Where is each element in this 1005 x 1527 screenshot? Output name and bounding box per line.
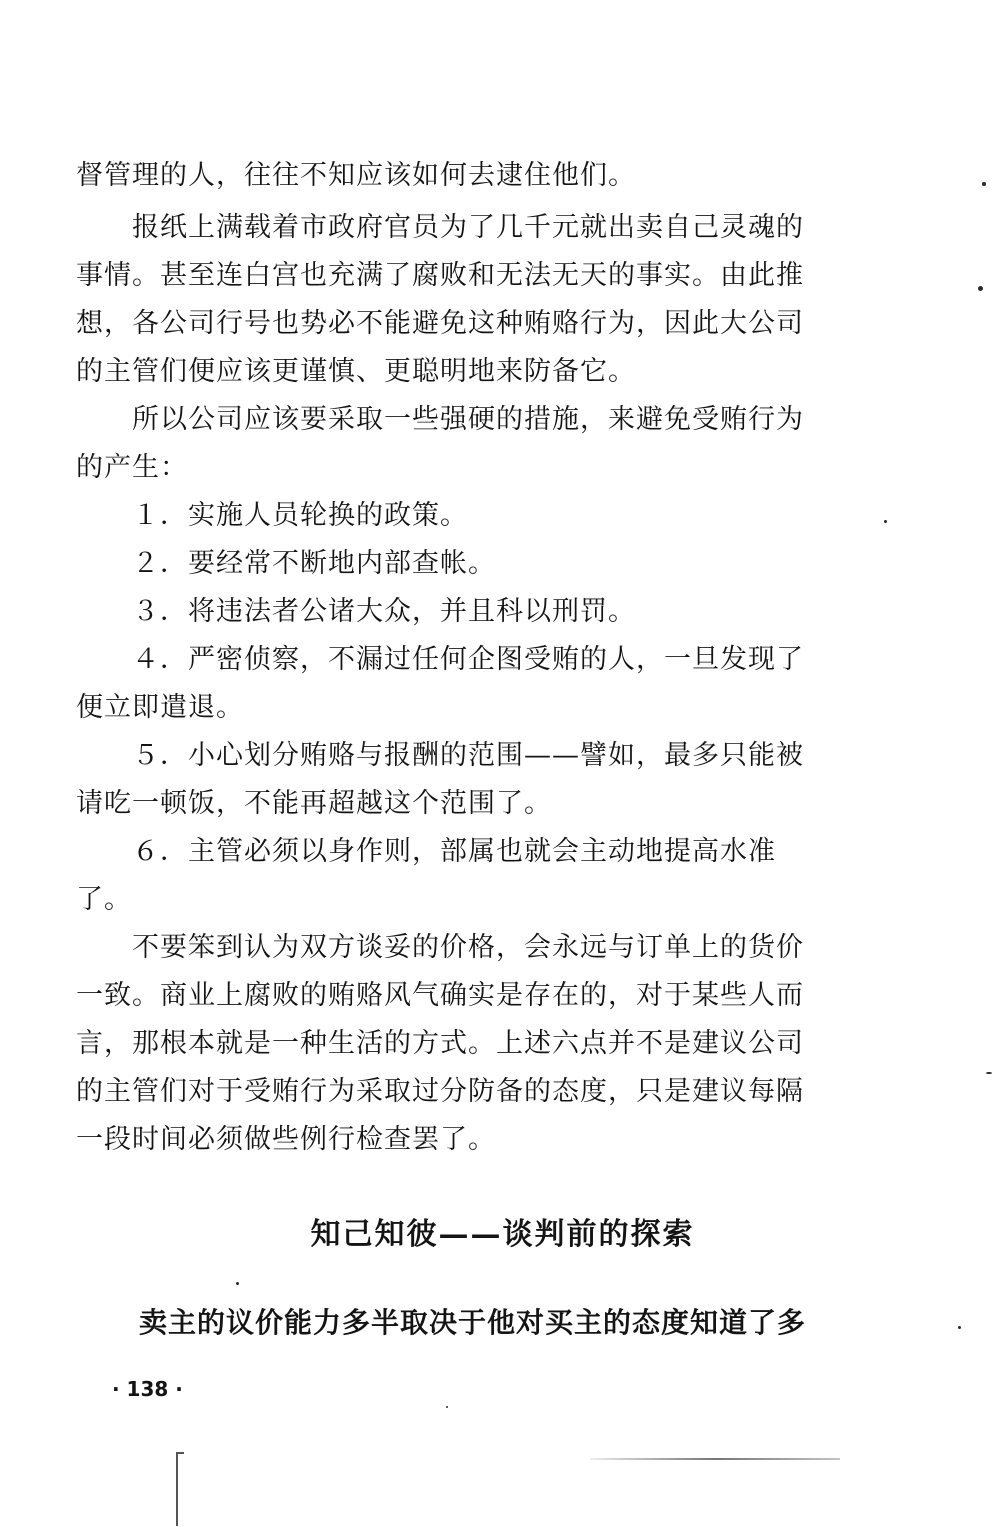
text-line: 想，各公司行号也势必不能避免这种贿赂行为，因此大公司 (76, 308, 804, 339)
text-line: 了。 (76, 884, 132, 915)
scan-speck (982, 182, 986, 186)
scan-speck (236, 1282, 239, 1285)
list-item: ４．严密侦察，不漏过任何企图受贿的人，一旦发现了 (76, 644, 804, 675)
text-line: 一致。商业上腐败的贿赂风气确实是存在的，对于某些人而 (76, 980, 804, 1011)
scan-speck (884, 520, 887, 523)
page-number: · 138 · (112, 1377, 183, 1401)
scan-line (590, 1458, 840, 1460)
text-line: 一段时间必须做些例行检查罢了。 (76, 1124, 496, 1155)
list-item: ２．要经常不断地内部查帐。 (76, 548, 496, 579)
scan-margin-mark (176, 1452, 184, 1526)
text-line: 的主管们便应该更谨慎、更聪明地来防备它。 (76, 356, 636, 387)
list-item: ３．将违法者公诸大众，并且科以刑罚。 (76, 596, 636, 627)
text-line: 的产生： (76, 452, 188, 483)
section-lead-text: 卖主的议价能力多半取决于他对买主的态度知道了多 (139, 1306, 807, 1339)
scan-speck (446, 1406, 448, 1408)
scan-speck (986, 1072, 992, 1074)
list-item: １．实施人员轮换的政策。 (76, 500, 468, 531)
scan-speck (958, 1326, 961, 1329)
section-heading: 知己知彼——谈判前的探索 (310, 1217, 695, 1252)
text-line: 报纸上满载着市政府官员为了几千元就出卖自己灵魂的 (76, 212, 804, 243)
text-line: 请吃一顿饭，不能再超越这个范围了。 (76, 788, 552, 819)
text-line: 事情。甚至连白宫也充满了腐败和无法无天的事实。由此推 (76, 260, 804, 291)
text-line: 所以公司应该要采取一些强硬的措施，来避免受贿行为 (76, 404, 804, 435)
list-item: ６．主管必须以身作则，部属也就会主动地提高水准 (76, 836, 776, 867)
text-line: 便立即遣退。 (76, 692, 244, 723)
text-line: 不要笨到认为双方谈妥的价格，会永远与订单上的货价 (76, 932, 804, 963)
text-line: 的主管们对于受贿行为采取过分防备的态度，只是建议每隔 (76, 1076, 804, 1107)
text-line: 督管理的人，往往不知应该如何去逮住他们。 (76, 160, 636, 191)
list-item: ５．小心划分贿赂与报酬的范围——譬如，最多只能被 (76, 740, 804, 771)
scan-speck (978, 286, 983, 291)
text-line: 言，那根本就是一种生活的方式。上述六点并不是建议公司 (76, 1028, 804, 1059)
